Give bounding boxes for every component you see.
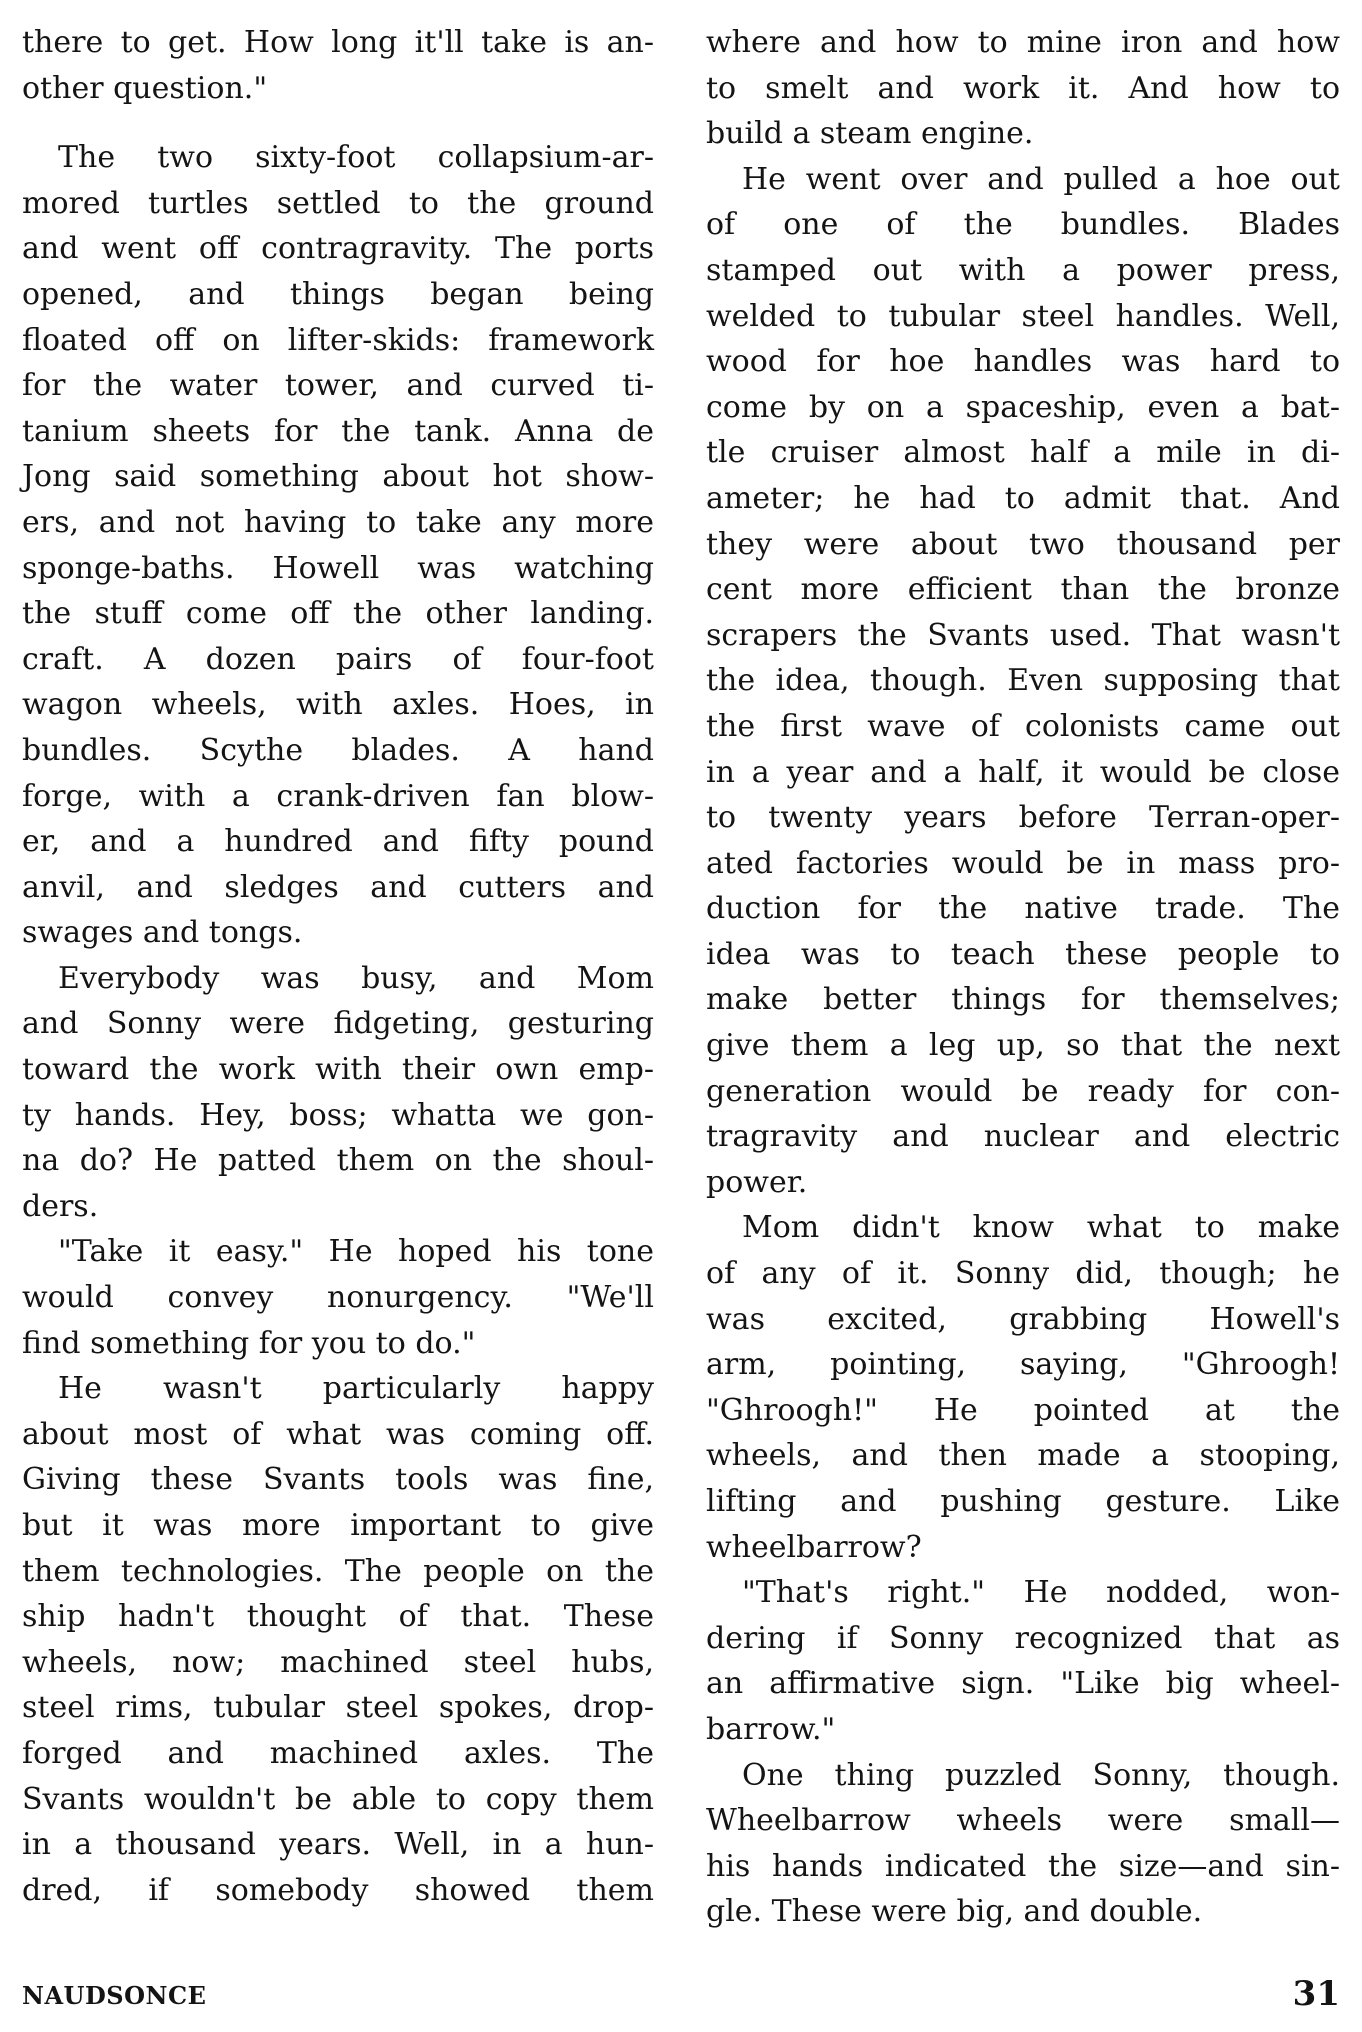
text-line: wheels, now; machined steel hubs,: [22, 1644, 654, 1680]
text-line: dering if Sonny recognized that as: [706, 1620, 1340, 1656]
text-line: gle. These were big, and double.: [706, 1894, 1203, 1930]
text-line: barrow.": [706, 1711, 836, 1747]
text-line: find something for you to do.": [22, 1325, 476, 1361]
text-line: them technologies. The people on the: [22, 1553, 654, 1589]
text-line: scrapers the Svants used. That wasn't: [706, 617, 1340, 653]
text-line: the stuff come off the other landing.: [22, 596, 654, 632]
text-line: He went over and pulled a hoe out: [742, 161, 1340, 197]
right-column: [706, 20, 1340, 1935]
text-line: where and how to mine iron and how: [706, 25, 1340, 60]
text-line: toward the work with their own emp-: [22, 1052, 654, 1088]
text-line: floated off on lifter-skids: framework: [22, 322, 654, 358]
text-line: to smelt and work it. And how to: [706, 70, 1340, 106]
text-line: "Ghroogh!" He pointed at the: [706, 1392, 1340, 1428]
text-line: of one of the bundles. Blades: [706, 207, 1340, 243]
text-line: but it was more important to give: [22, 1508, 654, 1543]
text-line: The two sixty-foot collapsium-ar-: [58, 140, 654, 176]
text-line: wheelbarrow?: [706, 1529, 922, 1565]
text-line: ship hadn't thought of that. These: [22, 1599, 654, 1635]
text-line: for the water tower, and curved ti-: [22, 368, 654, 404]
text-line: duction for the native trade. The: [706, 891, 1340, 927]
text-line: the idea, though. Even supposing that: [706, 663, 1340, 699]
text-line: sponge-baths. Howell was watching: [22, 550, 654, 586]
text-line: stamped out with a power press,: [706, 252, 1340, 288]
text-line: in a year and a half, it would be close: [706, 754, 1340, 790]
text-line: welded to tubular steel handles. Well,: [706, 298, 1340, 334]
text-line: Wheelbarrow wheels were small—: [706, 1803, 1340, 1839]
text-line: would convey nonurgency. "We'll: [22, 1280, 654, 1316]
text-line: the first wave of colonists came out: [706, 708, 1340, 744]
text-line: and went off contragravity. The ports: [22, 231, 654, 267]
text-line: Giving these Svants tools was fine,: [22, 1462, 654, 1498]
text-line: opened, and things began being: [22, 276, 654, 312]
running-head: NAUDSONCE: [22, 1981, 207, 2010]
text-line: anvil, and sledges and cutters and: [22, 869, 654, 905]
text-line: tanium sheets for the tank. Anna de: [22, 413, 654, 449]
text-line: tle cruiser almost half a mile in di-: [706, 435, 1340, 471]
text-line: He wasn't particularly happy: [58, 1371, 654, 1407]
text-line: and Sonny were fidgeting, gesturing: [22, 1006, 654, 1042]
text-line: there to get. How long it'll take is an-: [22, 25, 654, 60]
text-line: Mom didn't know what to make: [742, 1210, 1340, 1246]
text-line: One thing puzzled Sonny, though.: [742, 1757, 1340, 1793]
text-line: ders.: [22, 1188, 99, 1224]
text-line: na do? He patted them on the shoul-: [22, 1143, 654, 1179]
text-line: forged and machined axles. The: [22, 1735, 654, 1771]
text-line: come by on a spaceship, even a bat-: [706, 389, 1340, 425]
text-line: generation would be ready for con-: [706, 1073, 1340, 1109]
text-line: his hands indicated the size—and sin-: [706, 1848, 1340, 1884]
text-line: lifting and pushing gesture. Like: [706, 1484, 1340, 1519]
text-line: make better things for themselves;: [706, 982, 1340, 1018]
text-line: idea was to teach these people to: [706, 936, 1340, 972]
page-number: 31: [1292, 1974, 1340, 2014]
text-line: they were about two thousand per: [706, 526, 1340, 562]
text-line: wheels, and then made a stooping,: [706, 1438, 1340, 1474]
text-line: power.: [706, 1164, 808, 1200]
text-line: in a thousand years. Well, in a hun-: [22, 1827, 654, 1863]
text-line: ameter; he had to admit that. And: [706, 480, 1340, 516]
text-line: give them a leg up, so that the next: [706, 1028, 1340, 1064]
text-line: er, and a hundred and fifty pound: [22, 824, 654, 860]
text-line: ty hands. Hey, boss; whatta we gon-: [22, 1097, 654, 1133]
text-line: arm, pointing, saying, "Ghroogh!: [706, 1347, 1340, 1383]
text-line: wood for hoe handles was hard to: [706, 344, 1340, 380]
text-line: Jong said something about hot show-: [22, 459, 654, 495]
text-line: swages and tongs.: [22, 915, 303, 951]
text-line: wagon wheels, with axles. Hoes, in: [22, 687, 654, 723]
text-line: tragravity and nuclear and electric: [706, 1119, 1340, 1155]
text-line: Everybody was busy, and Mom: [58, 960, 654, 996]
text-line: "Take it easy." He hoped his tone: [58, 1234, 654, 1270]
text-line: cent more efficient than the bronze: [706, 572, 1340, 608]
page-footer: [22, 1972, 1340, 2016]
text-line: about most of what was coming off.: [22, 1416, 654, 1452]
text-line: Svants wouldn't be able to copy them: [22, 1781, 654, 1817]
text-line: of any of it. Sonny did, though; he: [706, 1256, 1340, 1292]
text-line: build a steam engine.: [706, 116, 1034, 152]
text-line: was excited, grabbing Howell's: [706, 1301, 1340, 1337]
text-line: "That's right." He nodded, won-: [742, 1575, 1340, 1611]
text-line: ated factories would be in mass pro-: [706, 845, 1340, 881]
left-column: [22, 20, 654, 1913]
text-line: dred, if somebody showed them: [22, 1872, 654, 1908]
text-line: steel rims, tubular steel spokes, drop-: [22, 1690, 654, 1726]
text-line: craft. A dozen pairs of four-foot: [22, 641, 654, 677]
text-line: forge, with a crank-driven fan blow-: [22, 778, 654, 814]
text-line: ers, and not having to take any more: [22, 504, 654, 540]
text-line: mored turtles settled to the ground: [22, 185, 654, 221]
text-line: bundles. Scythe blades. A hand: [22, 732, 654, 768]
text-line: other question.": [22, 70, 268, 106]
text-line: to twenty years before Terran-oper-: [706, 800, 1340, 836]
text-line: an affirmative sign. "Like big wheel-: [706, 1666, 1340, 1702]
